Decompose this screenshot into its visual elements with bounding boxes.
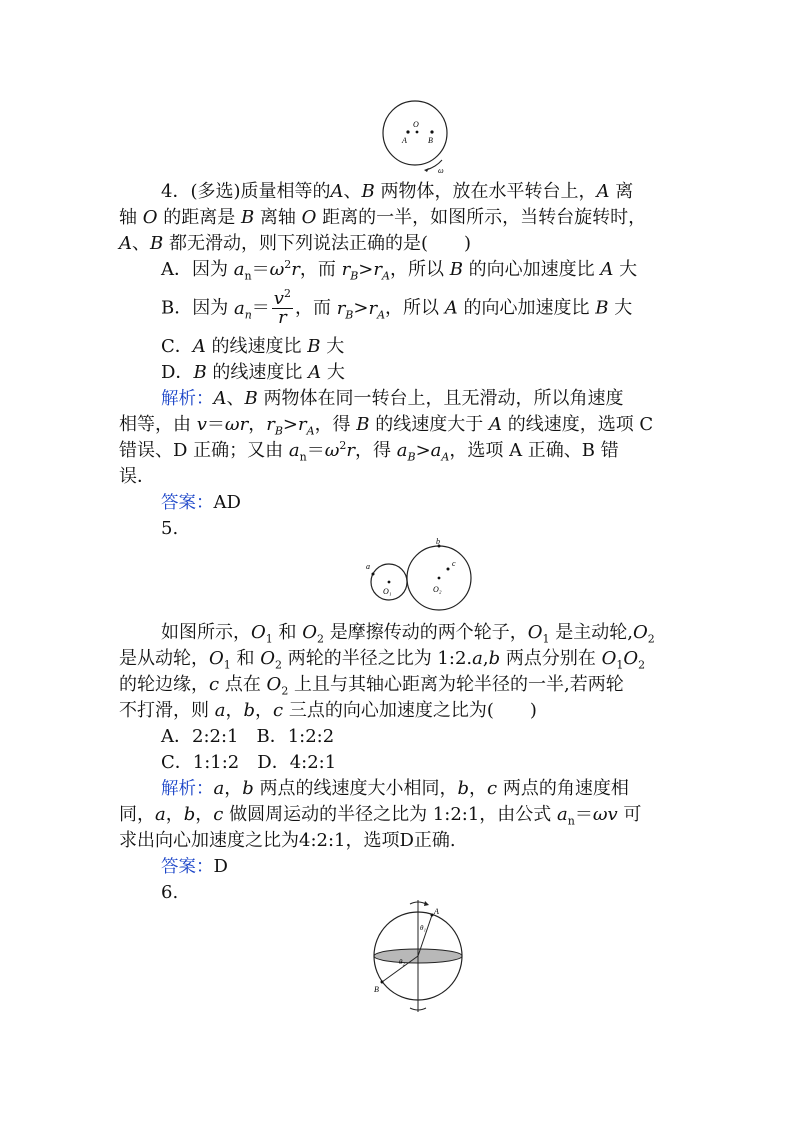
svg-text:b: b [436, 538, 440, 546]
q5-stem-line-2: 是从动轮，$O_1$ 和 $O_2$ 两轮的半径之比为 1:2.a,b 两点分别在 $O_1O_2$ [119, 648, 646, 672]
q4-option-d: D．B 的线速度比 A 大 [161, 362, 345, 383]
point-o-dot [416, 131, 419, 134]
point-a-dot [406, 130, 409, 133]
q4-stem-line-3: A、B 都无滑动，则下列说法正确的是( ) [119, 233, 471, 254]
q4-analysis-line-2: 相等，由 v＝ωr，$r_B>r_A$，得 B 的线速度大于 A 的线速度，选项 C [119, 414, 654, 438]
q4-analysis-line-3: 错误、D 正确；又由 $a_n=\omega^2r$，得 $a_B>a_A$，选项 A 正确、B 错 [119, 439, 619, 464]
label-theta2: θ₂ [399, 958, 405, 966]
label-a: A [434, 907, 439, 916]
q6-number: 6. [161, 882, 179, 903]
q5-answer: 答案：D [161, 856, 228, 877]
q4-stem-line-2: 轴 O 的距离是 B 离轴 O 距离的一半，如图所示，当转台旋转时， [119, 207, 647, 228]
label-b: B [374, 985, 379, 994]
point-c-dot [447, 568, 450, 571]
q4-option-b: B．因为 $a_n=$ $\frac{v^2}{r}$ ，而 $r_B>r_A$，所以 A 的向心加速度比 B 大 [161, 287, 633, 328]
q5-analysis-line-2: 同，a，b，c 做圆周运动的半径之比为 1:2:1，由公式 $a_n=\omega v$ 可 [119, 804, 642, 828]
q4-option-a: A．因为 $a_n=\omega^2r$，而 $r_B>r_A$，所以 B 的向心加速度比 A 大 [161, 258, 638, 283]
friction-wheels-figure [362, 538, 474, 614]
q4-analysis-line-4: 误． [119, 466, 155, 487]
q4-option-c: C．A 的线速度比 B 大 [161, 336, 345, 357]
label-a: A [402, 136, 407, 145]
q5-stem-line-4: 不打滑，则 a，b，c 三点的向心加速度之比为( ) [119, 700, 537, 721]
q5-number: 5. [161, 518, 179, 539]
svg-text:O₁: O₁ [383, 587, 392, 596]
turntable-circle [383, 101, 447, 165]
q4-analysis-line-1: 解析：A、B 两物体在同一转台上，且无滑动，所以角速度 [161, 388, 624, 409]
q4-stem-line-1: 4．(多选)质量相等的A、B 两物体，放在水平转台上，A 离 [161, 181, 634, 202]
q5-stem-line-1: 如图所示，$O_1$ 和 $O_2$ 是摩擦传动的两个轮子，$O_1$ 是主动轮$,O_2$ [161, 622, 655, 646]
svg-text:O₂: O₂ [433, 585, 442, 594]
q5-options-cd: C．1:1:2 D．4:2:1 [161, 752, 337, 773]
q5-analysis-line-1: 解析：a，b 两点的线速度大小相同，b，c 两点的角速度相 [161, 778, 629, 799]
svg-text:a: a [366, 562, 370, 571]
rotating-sphere-figure [370, 898, 470, 1020]
q5-analysis-line-3: 求出向心加速度之比为4:2:1，选项D正确. [119, 830, 456, 851]
point-a-dot [372, 573, 375, 576]
label-omega: ω [438, 166, 444, 175]
label-b: B [428, 136, 433, 145]
point-b-dot [430, 130, 433, 133]
turntable-figure [378, 96, 454, 176]
label-theta1: θ₁ [420, 924, 426, 932]
q5-stem-line-3: 的轮边缘，c 点在 $O_2$ 上且与其轴心距离为轮半径的一半,若两轮 [119, 674, 624, 698]
q4-answer: 答案：AD [161, 492, 241, 513]
label-o: O [413, 120, 419, 129]
q5-options-ab: A．2:2:1 B．1:2:2 [161, 726, 335, 747]
svg-text:c: c [452, 559, 456, 568]
